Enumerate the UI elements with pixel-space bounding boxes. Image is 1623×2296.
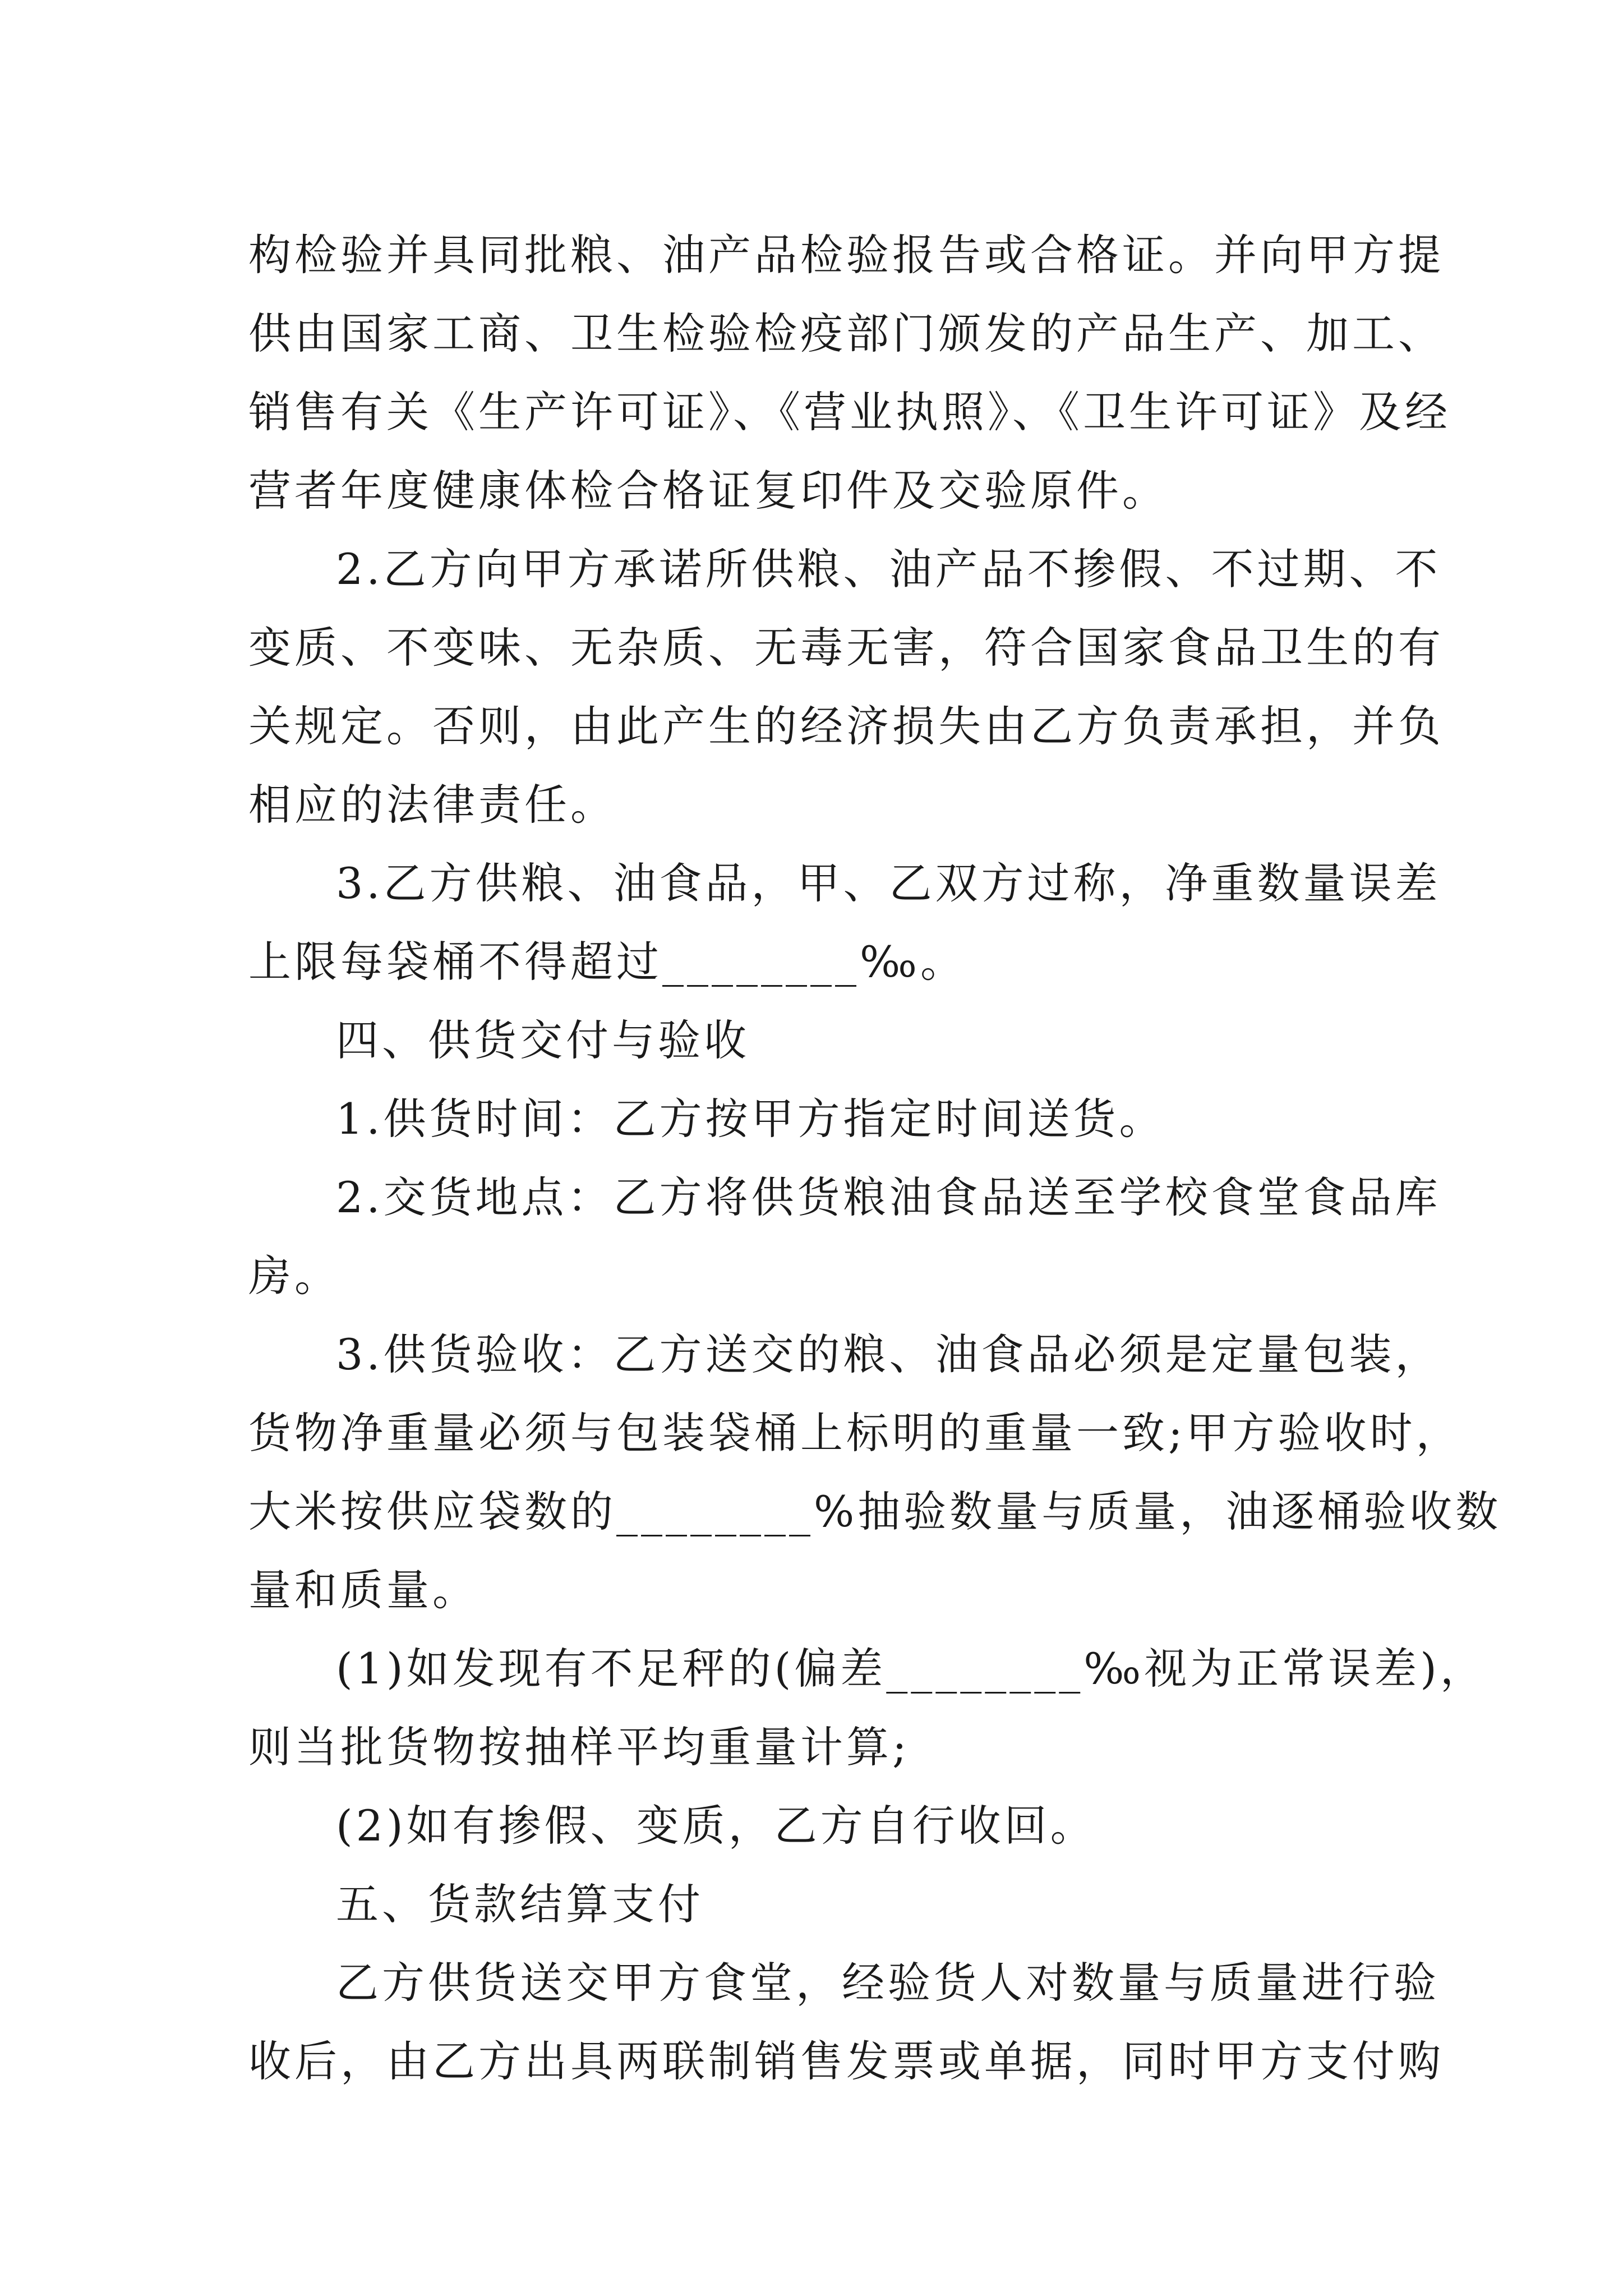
text-line-5: 2.乙方向甲方承诺所供粮、油产品不掺假、不过期、不: [336, 544, 1441, 594]
text-line-4: 营者年度健康体检合格证复印件及交验原件。: [248, 466, 1168, 516]
text-line-21: (2)如有掺假、变质，乙方自行收回。: [336, 1801, 1096, 1851]
text-line-10: 上限每袋桶不得超过________‰。: [248, 937, 966, 987]
text-line-17: 大米按供应袋数的________%抽验数量与质量，油逐桶验收数: [248, 1487, 1502, 1536]
text-line-2: 供由国家工商、卫生检验检疫部门颁发的产品生产、加工、: [248, 309, 1444, 358]
text-line-19: (1)如发现有不足秤的(偏差________‰视为正常误差)，: [336, 1644, 1486, 1694]
text-line-14: 房。: [248, 1251, 340, 1301]
text-line-16: 货物净重量必须与包装袋桶上标明的重量一致;甲方验收时，: [248, 1408, 1462, 1458]
text-line-24: 收后，由乙方出具两联制销售发票或单据，同时甲方支付购: [248, 2036, 1444, 2086]
text-line-9: 3.乙方供粮、油食品，甲、乙双方过称，净重数量误差: [336, 858, 1441, 908]
text-line-7: 关规定。否则，由此产生的经济损失由乙方负责承担，并负: [248, 701, 1444, 751]
section-heading-4: 四、供货交付与验收: [336, 1015, 750, 1065]
text-line-13: 2.交货地点：乙方将供货粮油食品送至学校食堂食品库: [336, 1172, 1441, 1222]
text-line-8: 相应的法律责任。: [248, 780, 616, 830]
text-line-20: 则当批货物按抽样平均重量计算;: [248, 1722, 910, 1772]
text-line-6: 变质、不变味、无杂质、无毒无害，符合国家食品卫生的有: [248, 623, 1444, 673]
section-heading-5: 五、货款结算支付: [336, 1879, 704, 1929]
text-line-12: 1.供货时间：乙方按甲方指定时间送货。: [336, 1094, 1165, 1144]
text-line-15: 3.供货验收：乙方送交的粮、油食品必须是定量包装，: [336, 1329, 1441, 1379]
document-page: [248, 216, 1502, 2101]
text-line-18: 量和质量。: [248, 1565, 478, 1615]
text-line-1: 构检验并具同批粮、油产品检验报告或合格证。并向甲方提: [248, 230, 1444, 280]
text-line-3: 销售有关《生产许可证》、《营业执照》、《卫生许可证》及经: [248, 387, 1451, 437]
text-line-23: 乙方供货送交甲方食堂，经验货人对数量与质量进行验: [336, 1958, 1440, 2008]
